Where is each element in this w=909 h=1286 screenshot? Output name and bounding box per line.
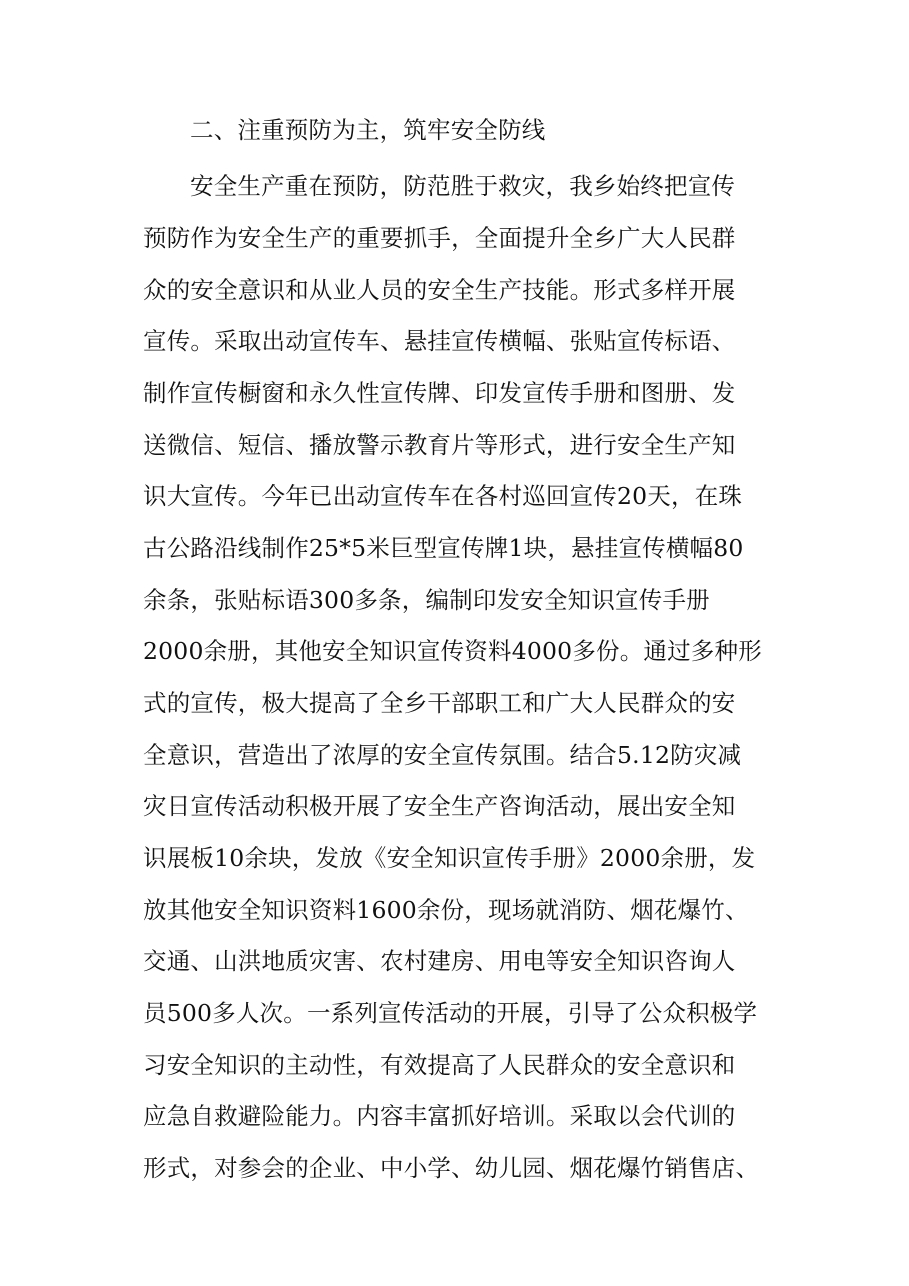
paragraph-line: 制作宣传橱窗和永久性宣传牌、印发宣传手册和图册、发	[143, 379, 736, 407]
paragraph-line: 余条，张贴标语300多条，编制印发安全知识宣传手册	[143, 586, 710, 614]
paragraph-line: 全意识，营造出了浓厚的安全宣传氛围。结合5.12防灾减	[143, 741, 742, 769]
paragraph-line: 识大宣传。今年已出动宣传车在各村巡回宣传20天，在珠	[143, 482, 743, 510]
paragraph-line: 送微信、短信、播放警示教育片等形式，进行安全生产知	[143, 431, 736, 459]
paragraph-line: 放其他安全知识资料1600余份，现场就消防、烟花爆竹、	[143, 896, 749, 924]
paragraph-line: 众的安全意识和从业人员的安全生产技能。形式多样开展	[143, 276, 736, 304]
paragraph-line: 交通、山洪地质灾害、农村建房、用电等安全知识咨询人	[143, 947, 736, 975]
paragraph-line: 安全生产重在预防，防范胜于救灾，我乡始终把宣传	[190, 172, 736, 200]
paragraph-line: 应急自救避险能力。内容丰富抓好培训。采取以会代训的	[143, 1102, 736, 1130]
paragraph-line: 式的宣传，极大提高了全乡干部职工和广大人民群众的安	[143, 689, 736, 717]
paragraph-line: 员500多人次。一系列宣传活动的开展，引导了公众积极学	[143, 999, 758, 1027]
paragraph-line: 习安全知识的主动性，有效提高了人民群众的安全意识和	[143, 1051, 736, 1079]
paragraph-line: 宣传。采取出动宣传车、悬挂宣传横幅、张贴宣传标语、	[143, 327, 736, 355]
section-heading: 二、注重预防为主，筑牢安全防线	[190, 116, 546, 144]
paragraph-line: 古公路沿线制作25*5米巨型宣传牌1块，悬挂宣传横幅80	[143, 534, 744, 562]
paragraph-line: 灾日宣传活动积极开展了安全生产咨询活动，展出安全知	[143, 792, 736, 820]
paragraph-line: 2000余册，其他安全知识宣传资料4000多份。通过多种形	[143, 637, 762, 665]
paragraph-line: 预防作为安全生产的重要抓手，全面提升全乡广大人民群	[143, 224, 736, 252]
paragraph-line: 形式，对参会的企业、中小学、幼儿园、烟花爆竹销售店、	[143, 1154, 760, 1182]
paragraph-line: 识展板10余块，发放《安全知识宣传手册》2000余册，发	[143, 844, 756, 872]
